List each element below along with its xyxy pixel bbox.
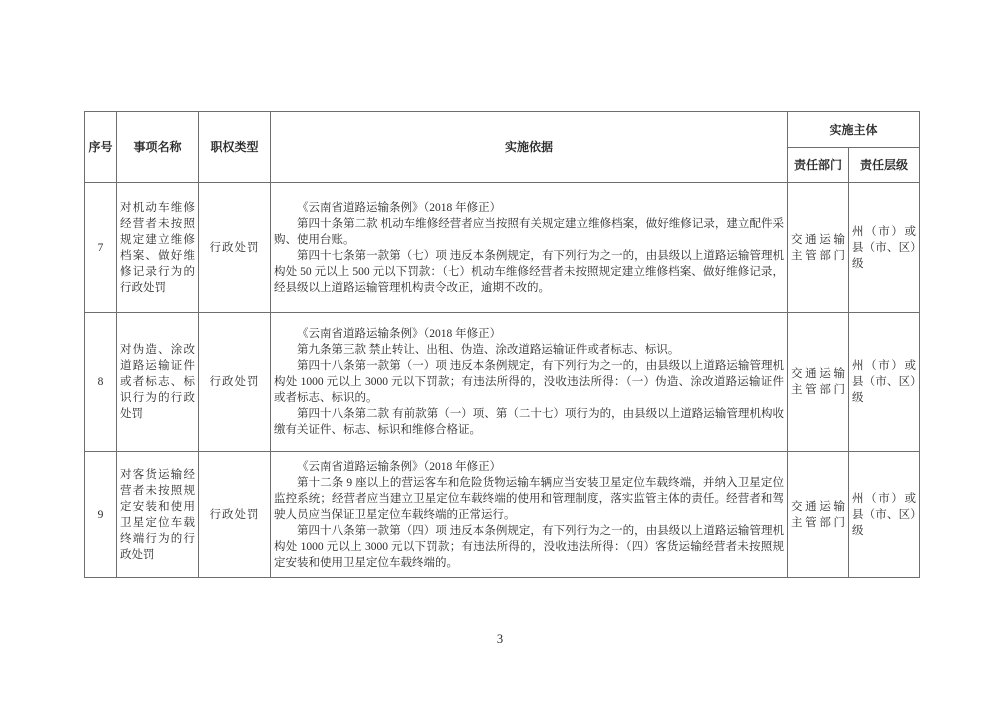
row9-responsibility-level: 州（市）或县（市、区）级: [849, 452, 920, 578]
row7-basis-paragraph: 《云南省道路运输条例》（2018 年修正）: [297, 201, 502, 214]
row7-responsible-department: 交通运输主管部门: [788, 183, 849, 313]
row8-serial-number: 8: [85, 313, 117, 452]
row8-basis-paragraph: 《云南省道路运输条例》（2018 年修正）: [297, 328, 502, 340]
row8-item-name: 对伪造、涂改道路运输证件或者标志、标识行为的行政处罚: [117, 313, 199, 452]
row8-implementation-basis: [271, 313, 788, 452]
row9-authority-type: 行政处罚: [199, 452, 271, 578]
row8-basis-paragraph: 第九条第三款 禁止转让、出租、伪造、涂改道路运输证件或者标志、标识。: [297, 344, 680, 356]
row8-basis-paragraph: 第四十八条第二款 有前款第（一）项、第（二十七）项行为的，由县级以上道路运输管理机构收缴有关证件、标志、标识和维修合格证。: [274, 408, 784, 436]
row7-authority-type: 行政处罚: [199, 183, 271, 313]
header-implementation-basis: 实施依据: [271, 112, 788, 183]
header-authority-type: 职权类型: [199, 112, 271, 183]
table-row-9: [85, 452, 920, 578]
row7-responsibility-level: 州（市）或县（市、区）级: [849, 183, 920, 313]
row8-responsibility-level: 州（市）或县（市、区）级: [849, 313, 920, 452]
header-serial-number: 序号: [85, 112, 117, 183]
table-header-row-1: [85, 112, 920, 148]
header-implementation-subject: 实施主体: [788, 112, 920, 148]
table-row-7: [85, 183, 920, 313]
page-number: 3: [496, 632, 504, 646]
header-responsibility-level: 责任层级: [849, 148, 920, 183]
row9-responsible-department: 交通运输主管部门: [788, 452, 849, 578]
row9-basis-paragraph: 第十二条 9 座以上的营运客车和危险货物运输车辆应当安装卫星定位车载终端，并纳入卫星定位监控系统；经营者应当建立卫星定位车载终端的使用和管理制度，落实监管主体的责任。经营者和驾驶人员应当保证卫星定位车载终端的正常运行。: [274, 476, 784, 521]
authority-matters-table: [84, 111, 920, 578]
row7-basis-paragraph: 第四十条第二款 机动车维修经营者应当按照有关规定建立维修档案，做好维修记录，建立配件采购、使用台账。: [274, 217, 784, 246]
row8-authority-type: 行政处罚: [199, 313, 271, 452]
row9-serial-number: 9: [85, 452, 117, 578]
row8-basis-paragraph: 第四十八条第一款第（一）项 违反本条例规定，有下列行为之一的，由县级以上道路运输管理机构处 1000 元以上 3000 元以下罚款；有违法所得的，没收违法所得：（一）伪造、涂改道路运输证件或者标志、标识的。: [274, 360, 784, 404]
row7-item-name: 对机动车维修经营者未按照规定建立维修档案、做好维修记录行为的行政处罚: [117, 183, 199, 313]
row9-implementation-basis: [271, 452, 788, 578]
row9-basis-paragraph: 第四十八条第一款第（四）项 违反本条例规定，有下列行为之一的，由县级以上道路运输管理机构处 1000 元以上 3000 元以下罚款；有违法所得的，没收违法所得：（四）客货运输经营者未按照规定安装和使用卫星定位车载终端的。: [274, 524, 784, 569]
row9-item-name: 对客货运输经营者未按照规定安装和使用卫星定位车载终端行为的行政处罚: [117, 452, 199, 578]
table-row-8: [85, 313, 920, 452]
row7-basis-paragraph: 第四十七条第一款第（七）项 违反本条例规定，有下列行为之一的，由县级以上道路运输管理机构处 50 元以上 500 元以下罚款：（七）机动车维修经营者未按照规定建立维修档案、做好维修记录，经县级以上道路运输管理机构责令改正，逾期不改的。: [274, 249, 784, 294]
header-responsible-department: 责任部门: [788, 148, 849, 183]
row7-implementation-basis: [271, 183, 788, 313]
header-item-name: 事项名称: [117, 112, 199, 183]
row9-basis-paragraph: 《云南省道路运输条例》（2018 年修正）: [297, 460, 502, 473]
row8-responsible-department: 交通运输主管部门: [788, 313, 849, 452]
row7-serial-number: 7: [85, 183, 117, 313]
